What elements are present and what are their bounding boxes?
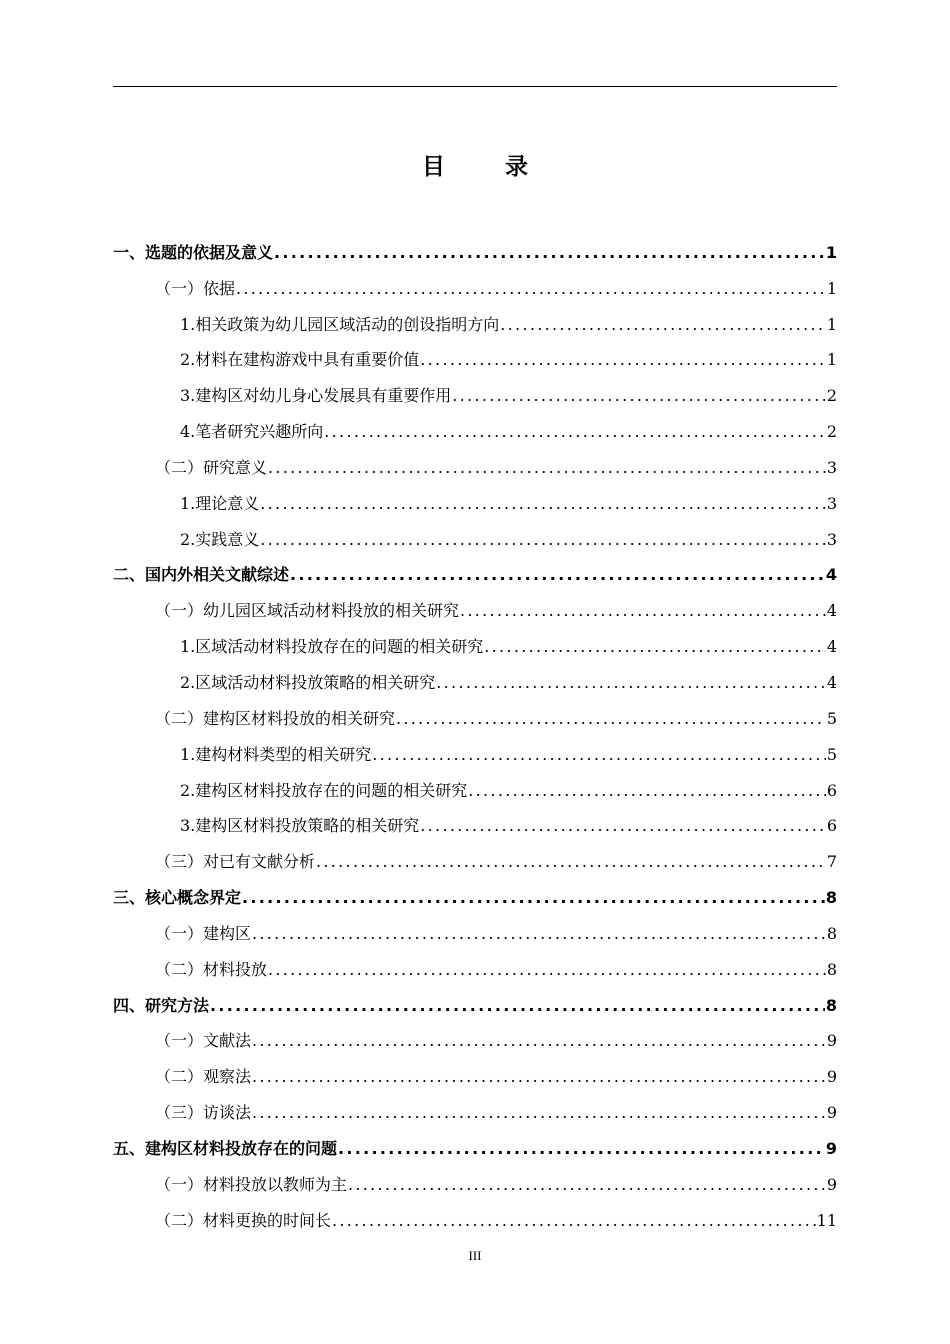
toc-entry[interactable] bbox=[113, 1202, 837, 1238]
toc-entry-page: 9 bbox=[826, 1067, 837, 1087]
toc-entry-title: 1.区域活动材料投放存在的问题的相关研究 bbox=[180, 637, 484, 657]
toc-entry[interactable] bbox=[113, 413, 837, 449]
toc-entry[interactable] bbox=[113, 377, 837, 413]
table-of-contents bbox=[113, 234, 837, 1238]
toc-leader-dots bbox=[242, 888, 825, 908]
toc-entry[interactable] bbox=[113, 772, 837, 808]
toc-entry[interactable] bbox=[113, 449, 837, 485]
toc-entry[interactable] bbox=[113, 664, 837, 700]
toc-entry-title: 一、选题的依据及意义 bbox=[113, 242, 274, 262]
toc-entry-title: （一）材料投放以教师为主 bbox=[155, 1174, 348, 1194]
toc-entry-page: 8 bbox=[825, 995, 837, 1015]
toc-entry[interactable] bbox=[113, 879, 837, 915]
toc-entry-title: 3.建构区材料投放策略的相关研究 bbox=[180, 816, 420, 836]
toc-entry-title: 3.建构区对幼儿身心发展具有重要作用 bbox=[180, 386, 452, 406]
toc-leader-dots bbox=[348, 1175, 826, 1195]
toc-entry[interactable] bbox=[113, 557, 837, 593]
toc-entry-title: （一）文献法 bbox=[155, 1031, 252, 1051]
toc-leader-dots bbox=[332, 1211, 816, 1231]
toc-entry[interactable] bbox=[113, 521, 837, 557]
toc-entry[interactable] bbox=[113, 270, 837, 306]
toc-entry-title: 2.建构区材料投放存在的问题的相关研究 bbox=[180, 780, 468, 800]
toc-entry-title: 1.相关政策为幼儿园区域活动的创设指明方向 bbox=[180, 314, 500, 334]
toc-leader-dots bbox=[500, 315, 826, 335]
toc-entry-title: （一）建构区 bbox=[155, 923, 252, 943]
toc-entry[interactable] bbox=[113, 987, 837, 1023]
toc-entry-title: 1.建构材料类型的相关研究 bbox=[180, 744, 372, 764]
toc-leader-dots bbox=[268, 960, 826, 980]
toc-entry-page: 8 bbox=[826, 923, 837, 943]
toc-entry[interactable] bbox=[113, 1058, 837, 1094]
toc-entry-page: 1 bbox=[826, 314, 837, 334]
toc-entry-page: 4 bbox=[826, 601, 837, 621]
page-number: III bbox=[468, 1248, 482, 1263]
toc-entry-page: 1 bbox=[825, 242, 837, 262]
toc-entry[interactable] bbox=[113, 234, 837, 270]
toc-entry[interactable] bbox=[113, 915, 837, 951]
toc-entry-title: （二）建构区材料投放的相关研究 bbox=[155, 708, 396, 728]
toc-entry-title: （二）材料更换的时间长 bbox=[155, 1210, 332, 1230]
toc-entry-title: 二、国内外相关文献综述 bbox=[113, 565, 290, 585]
toc-leader-dots bbox=[316, 852, 826, 872]
toc-leader-dots bbox=[252, 1067, 826, 1087]
toc-entry-title: 2.材料在建构游戏中具有重要价值 bbox=[180, 350, 420, 370]
toc-leader-dots bbox=[260, 494, 826, 514]
toc-entry[interactable] bbox=[113, 342, 837, 378]
toc-entry-page: 4 bbox=[826, 672, 837, 692]
toc-entry-page: 1 bbox=[826, 350, 837, 370]
toc-entry-page: 1 bbox=[826, 278, 837, 298]
toc-entry-title: 四、研究方法 bbox=[113, 995, 210, 1015]
toc-entry-page: 6 bbox=[826, 816, 837, 836]
toc-entry-title: 4.笔者研究兴趣所向 bbox=[180, 422, 324, 442]
toc-leader-dots bbox=[324, 422, 826, 442]
toc-entry-title: 三、核心概念界定 bbox=[113, 888, 242, 908]
toc-leader-dots bbox=[252, 1103, 826, 1123]
toc-leader-dots bbox=[290, 565, 825, 585]
toc-leader-dots bbox=[260, 530, 826, 550]
toc-leader-dots bbox=[236, 279, 826, 299]
toc-entry-page: 5 bbox=[826, 708, 837, 728]
toc-entry-page: 2 bbox=[826, 386, 837, 406]
toc-leader-dots bbox=[252, 1031, 826, 1051]
toc-leader-dots bbox=[420, 816, 826, 836]
toc-entry-page: 9 bbox=[826, 1103, 837, 1123]
toc-entry-page: 4 bbox=[826, 637, 837, 657]
toc-leader-dots bbox=[460, 601, 826, 621]
toc-entry[interactable] bbox=[113, 843, 837, 879]
toc-leader-dots bbox=[484, 637, 826, 657]
toc-leader-dots bbox=[210, 996, 825, 1016]
toc-leader-dots bbox=[372, 745, 826, 765]
toc-entry-page: 7 bbox=[826, 852, 837, 872]
toc-entry-title: （二）材料投放 bbox=[155, 959, 268, 979]
toc-entry-page: 3 bbox=[826, 529, 837, 549]
toc-entry-page: 4 bbox=[825, 565, 837, 585]
toc-entry[interactable] bbox=[113, 306, 837, 342]
toc-leader-dots bbox=[252, 924, 826, 944]
toc-leader-dots bbox=[436, 673, 826, 693]
toc-entry-title: 2.区域活动材料投放策略的相关研究 bbox=[180, 672, 436, 692]
toc-entry[interactable] bbox=[113, 485, 837, 521]
toc-entry-page: 3 bbox=[826, 493, 837, 513]
toc-leader-dots bbox=[338, 1139, 825, 1159]
toc-leader-dots bbox=[274, 243, 825, 263]
toc-entry-title: 2.实践意义 bbox=[180, 529, 260, 549]
toc-entry-page: 9 bbox=[825, 1138, 837, 1158]
toc-entry[interactable] bbox=[113, 628, 837, 664]
toc-entry[interactable] bbox=[113, 592, 837, 628]
toc-leader-dots bbox=[396, 709, 826, 729]
header-rule bbox=[113, 86, 837, 87]
toc-entry[interactable] bbox=[113, 736, 837, 772]
toc-entry-page: 9 bbox=[826, 1174, 837, 1194]
toc-entry-title: （三）对已有文献分析 bbox=[155, 852, 316, 872]
toc-entry[interactable] bbox=[113, 1130, 837, 1166]
toc-entry-title: （二）观察法 bbox=[155, 1067, 252, 1087]
toc-leader-dots bbox=[268, 458, 826, 478]
toc-entry-page: 8 bbox=[826, 959, 837, 979]
page-title: 目 录 bbox=[421, 154, 554, 180]
toc-entry[interactable] bbox=[113, 1166, 837, 1202]
toc-entry-page: 6 bbox=[826, 780, 837, 800]
toc-entry-page: 2 bbox=[826, 422, 837, 442]
toc-entry-title: 1.理论意义 bbox=[180, 493, 260, 513]
toc-entry[interactable] bbox=[113, 951, 837, 987]
toc-entry[interactable] bbox=[113, 808, 837, 844]
toc-leader-dots bbox=[452, 386, 826, 406]
toc-entry-page: 3 bbox=[826, 457, 837, 477]
toc-leader-dots bbox=[468, 781, 826, 801]
toc-entry-page: 8 bbox=[825, 888, 837, 908]
toc-entry-title: （一）幼儿园区域活动材料投放的相关研究 bbox=[155, 601, 460, 621]
toc-entry-title: （一）依据 bbox=[155, 278, 236, 298]
toc-entry-page: 11 bbox=[816, 1210, 837, 1230]
toc-entry[interactable] bbox=[113, 1023, 837, 1059]
toc-entry-page: 9 bbox=[826, 1031, 837, 1051]
toc-leader-dots bbox=[420, 350, 826, 370]
toc-entry-title: （二）研究意义 bbox=[155, 457, 268, 477]
toc-entry-title: （三）访谈法 bbox=[155, 1103, 252, 1123]
toc-entry-title: 五、建构区材料投放存在的问题 bbox=[113, 1138, 338, 1158]
toc-entry[interactable] bbox=[113, 700, 837, 736]
toc-entry-page: 5 bbox=[826, 744, 837, 764]
toc-entry[interactable] bbox=[113, 1094, 837, 1130]
